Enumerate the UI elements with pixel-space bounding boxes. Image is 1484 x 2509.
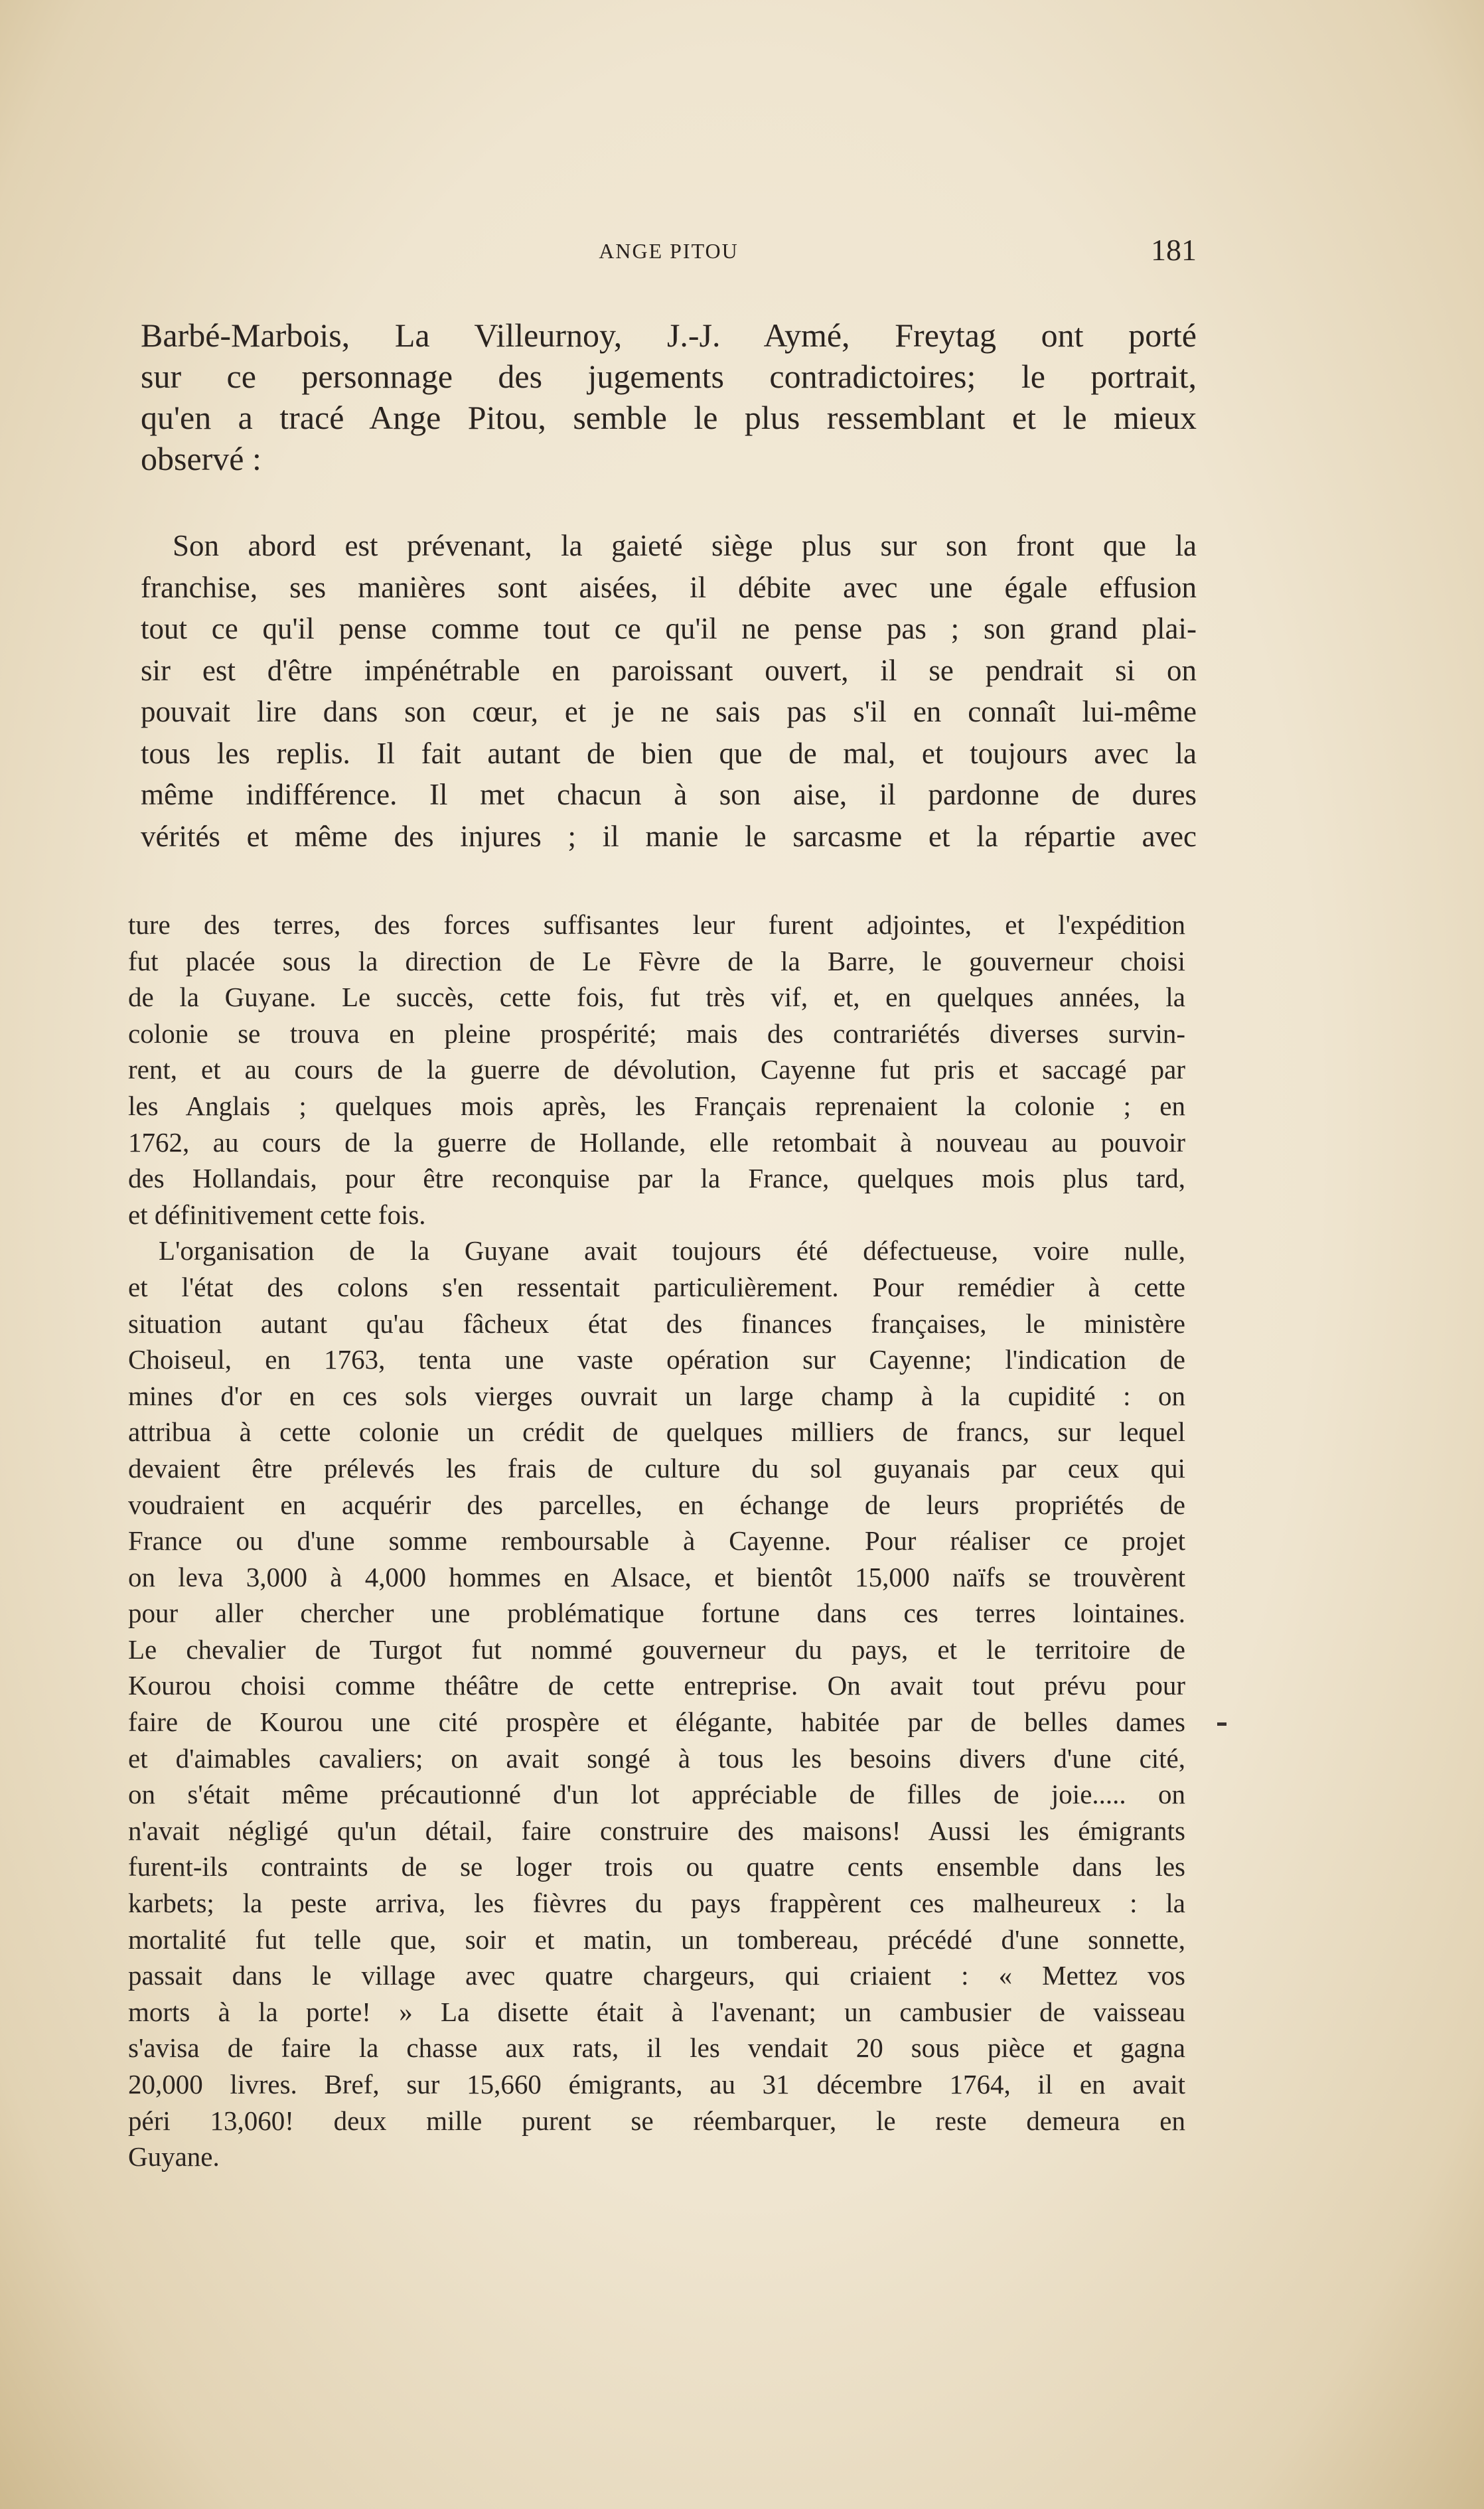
text-line: de la Guyane. Le succès, cette fois, fut très vif, et, en quelques années, la — [128, 982, 1185, 1013]
text-line: n'avait négligé qu'un détail, faire construire des maisons! Aussi les émigrants — [128, 1815, 1185, 1846]
text-line: Guyane. — [128, 2141, 220, 2172]
text-line: franchise, ses manières sont aisées, il débite avec une égale effusion — [141, 570, 1197, 604]
text-line: furent-ils contraints de se loger trois ou quatre cents ensemble dans les — [128, 1851, 1185, 1882]
margin-mark — [1217, 1722, 1226, 1726]
text-line: s'avisa de faire la chasse aux rats, il les vendait 20 sous pièce et gagna — [128, 2032, 1185, 2064]
text-line: Kourou choisi comme théâtre de cette entreprise. On avait tout prévu pour — [128, 1670, 1185, 1701]
footnote — [128, 907, 1185, 2175]
text-line: morts à la porte! » La disette était à l'avenant; un cambusier de vaisseau — [128, 1996, 1185, 2027]
main-paragraph — [141, 315, 1197, 479]
footnote-paragraph-1 — [128, 907, 1185, 1233]
text-line: péri 13,060! deux mille purent se réembarquer, le reste demeura en — [128, 2105, 1185, 2136]
text-line: et l'état des colons s'en ressentait particulièrement. Pour remédier à cette — [128, 1271, 1185, 1302]
text-line: pour aller chercher une problématique fortune dans ces terres lointaines. — [128, 1598, 1185, 1629]
text-line: les Anglais ; quelques mois après, les Français reprenaient la colonie ; en — [128, 1090, 1185, 1121]
text-line: 1762, au cours de la guerre de Hollande, elle retombait à nouveau au pouvoir — [128, 1126, 1185, 1158]
text-line: et définitivement cette fois. — [128, 1199, 426, 1230]
text-line: tout ce qu'il pense comme tout ce qu'il ne pense pas ; son grand plai- — [141, 612, 1197, 645]
text-line: voudraient en acquérir des parcelles, en échange de leurs propriétés de — [128, 1489, 1185, 1520]
quoted-paragraph — [141, 525, 1197, 857]
text-line: tous les replis. Il fait autant de bien que de mal, et toujours avec la — [141, 736, 1197, 770]
text-line: Son abord est prévenant, la gaieté siège plus sur son front que la — [173, 529, 1197, 562]
text-line: mortalité fut telle que, soir et matin, un tombereau, précédé d'une sonnette, — [128, 1924, 1185, 1955]
text-line: ture des terres, des forces suffisantes leur furent adjointes, et l'expédition — [128, 909, 1185, 940]
text-line: colonie se trouva en pleine prospérité; mais des contrariétés diverses survin- — [128, 1018, 1185, 1049]
text-line: 20,000 livres. Bref, sur 15,660 émigrants, au 31 décembre 1764, il en avait — [128, 2069, 1185, 2099]
text-line: et d'aimables cavaliers; on avait songé à tous les besoins divers d'une cité, — [128, 1742, 1185, 1774]
text-line: sur ce personnage des jugements contradictoires; le portrait, — [141, 358, 1197, 395]
footnote-paragraph-2 — [128, 1233, 1185, 2174]
text-line: situation autant qu'au fâcheux état des finances françaises, le ministère — [128, 1308, 1185, 1339]
text-line: on s'était même précautionné d'un lot appréciable de filles de joie..... on — [128, 1779, 1185, 1810]
text-line: observé : — [141, 440, 261, 477]
text-line: rent, et au cours de la guerre de dévolution, Cayenne fut pris et saccagé par — [128, 1054, 1185, 1085]
text-line: Choiseul, en 1763, tenta une vaste opération sur Cayenne; l'indication de — [128, 1344, 1185, 1375]
text-line: passait dans le village avec quatre chargeurs, qui criaient : « Mettez vos — [128, 1960, 1185, 1991]
text-line: fut placée sous la direction de Le Fèvre de la Barre, le gouverneur choisi — [128, 945, 1185, 976]
text-line: L'organisation de la Guyane avait toujours été défectueuse, voire nulle, — [159, 1235, 1185, 1266]
text-line: Barbé-Marbois, La Villeurnoy, J.-J. Aymé, Freytag ont porté — [141, 317, 1197, 354]
text-line: France ou d'une somme remboursable à Cayenne. Pour réaliser ce projet — [128, 1525, 1185, 1557]
text-line: Le chevalier de Turgot fut nommé gouverneur du pays, et le territoire de — [128, 1634, 1185, 1665]
text-line: attribua à cette colonie un crédit de quelques milliers de francs, sur lequel — [128, 1416, 1185, 1448]
text-line: karbets; la peste arriva, les fièvres du pays frappèrent ces malheureux : la — [128, 1888, 1185, 1919]
text-line: devaient être prélevés les frais de culture du sol guyanais par ceux qui — [128, 1452, 1185, 1483]
text-line: vérités et même des injures ; il manie le sarcasme et la répartie avec — [141, 819, 1197, 853]
running-head: ANGE PITOU — [599, 239, 739, 263]
text-line: pouvait lire dans son cœur, et je ne sais pas s'il en connaît lui-même — [141, 695, 1197, 728]
text-line: on leva 3,000 à 4,000 hommes en Alsace, et bientôt 15,000 naïfs se trouvèrent — [128, 1561, 1185, 1592]
text-line: mines d'or en ces sols vierges ouvrait un large champ à la cupidité : on — [128, 1380, 1185, 1411]
text-line: des Hollandais, pour être reconquise par la France, quelques mois plus tard, — [128, 1163, 1185, 1194]
page-header — [141, 232, 1197, 272]
text-line: faire de Kourou une cité prospère et élégante, habitée par de belles dames — [128, 1707, 1185, 1738]
text-line: même indifférence. Il met chacun à son aise, il pardonne de dures — [141, 778, 1197, 811]
page-number: 181 — [1151, 233, 1197, 267]
text-line: sir est d'être impénétrable en paroissant ouvert, il se pendrait si on — [141, 653, 1197, 687]
text-line: qu'en a tracé Ange Pitou, semble le plus ressemblant et le mieux — [141, 399, 1197, 436]
